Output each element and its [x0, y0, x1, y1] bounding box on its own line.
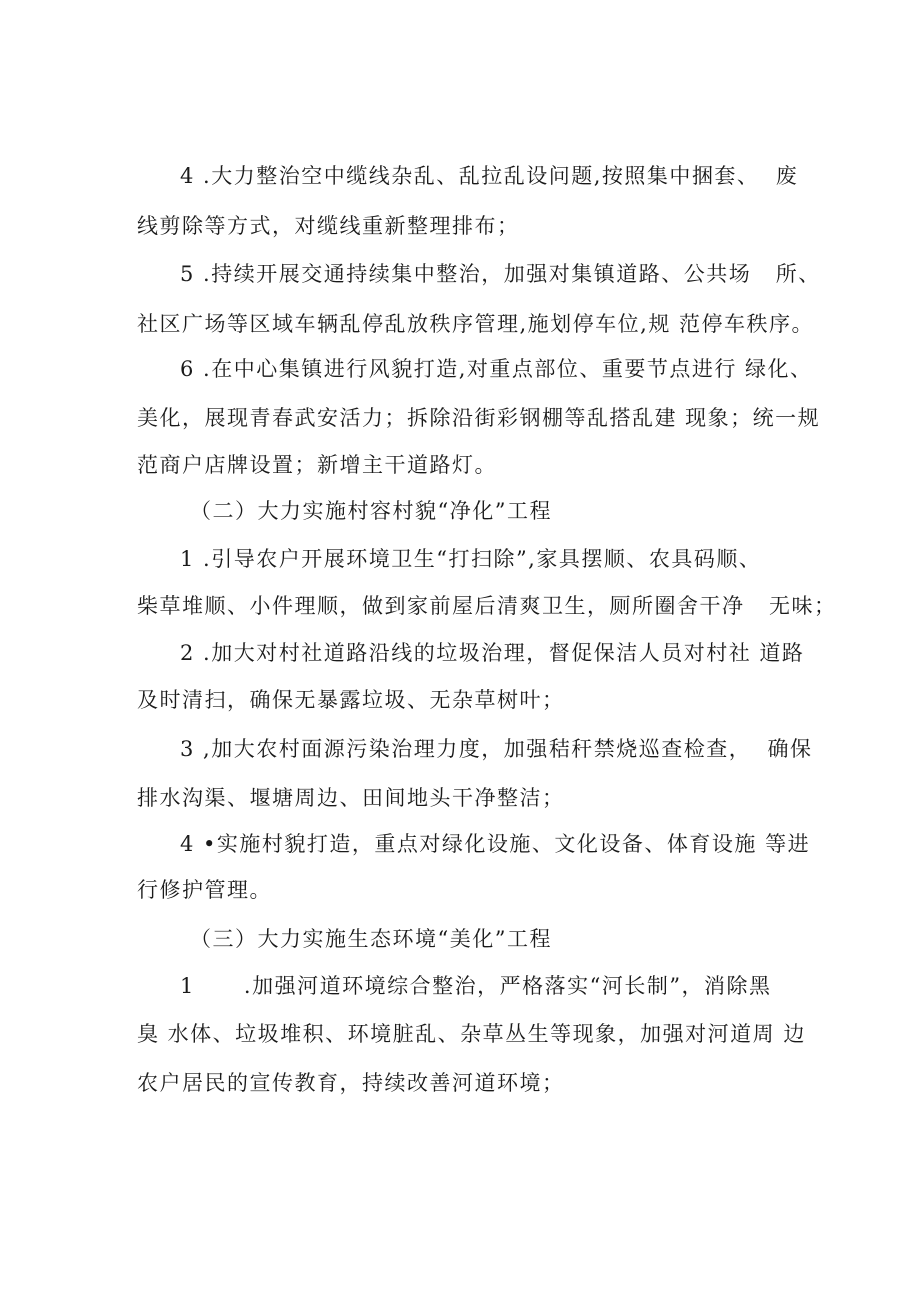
- item-1-river-rectification-end: 农户居民的宣传教育，持续改善河道环境；: [137, 1071, 565, 1095]
- item-6-town-appearance-end: 范商户店牌设置；新增主干道路灯。: [137, 453, 497, 477]
- item-5-traffic-rectification-cont: 社区广场等区域车辆乱停乱放秩序管理,施划停车位,规 范停车秩序。: [137, 312, 815, 336]
- section-heading-2: （二）大力实施村容村貌“净化”工程: [190, 499, 552, 523]
- item-6-town-appearance: 6 .在中心集镇进行风貌打造,对重点部位、重要节点进行 绿化、: [180, 357, 813, 381]
- item-4-cable-rectification: 4 .大力整治空中缆线杂乱、乱拉乱设问题,按照集中捆套、 废: [180, 164, 799, 188]
- item-6-town-appearance-cont: 美化，展现青春武安活力；拆除沿街彩钢棚等乱搭乱建 现象；统一规: [137, 406, 821, 430]
- section-heading-3: （三）大力实施生态环境“美化”工程: [190, 927, 552, 951]
- item-2-road-garbage: 2 .加大对村社道路沿线的垃圾治理，督促保洁人员对村社 道路: [180, 641, 805, 665]
- item-4-village-appearance-cont: 行修护管理。: [137, 878, 272, 902]
- item-1-river-rectification: 1 .加强河道环境综合整治，严格落实“河长制”，消除黑: [180, 974, 772, 998]
- item-3-pollution-control-cont: 排水沟渠、堰塘周边、田间地头干净整洁；: [137, 786, 565, 810]
- item-1-household-cleaning: 1 .引导农户开展环境卫生“打扫除”,家具摆顺、农具码顺、: [180, 547, 762, 571]
- item-3-pollution-control: 3 ,加大农村面源污染治理力度，加强秸秆禁烧巡查检查， 确保: [180, 737, 813, 761]
- item-1-household-cleaning-cont: 柴草堆顺、小件理顺，做到家前屋后清爽卫生，厕所圈舍干净 无味；: [137, 594, 837, 618]
- item-5-traffic-rectification: 5 .持续开展交通持续集中整治，加强对集镇道路、公共场 所、: [180, 262, 821, 286]
- item-4-village-appearance: 4 •实施村貌打造，重点对绿化设施、文化设备、体育设施 等进: [180, 832, 811, 856]
- item-2-road-garbage-cont: 及时清扫，确保无暴露垃圾、无杂草树叶；: [137, 688, 565, 712]
- item-4-cable-rectification-cont: 线剪除等方式，对缆线重新整理排布；: [137, 214, 520, 238]
- item-1-river-rectification-cont: 臭 水体、垃圾堆积、环境脏乱、杂草丛生等现象，加强对河道周 边: [137, 1022, 806, 1046]
